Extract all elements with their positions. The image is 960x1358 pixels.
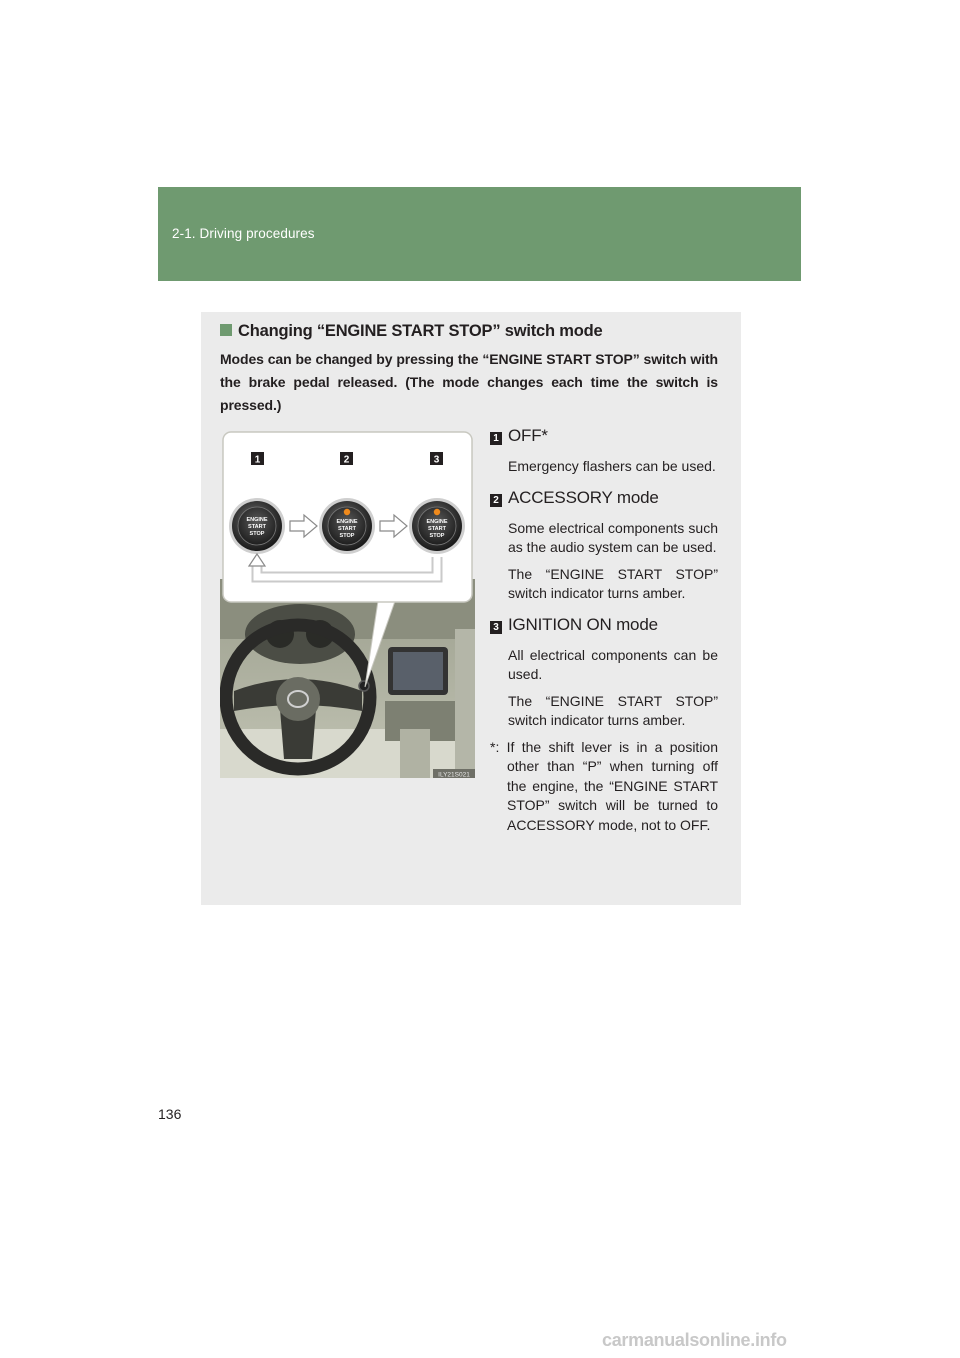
section-title bbox=[220, 322, 603, 341]
mode-description: Some electrical components such as the audio system can be used. bbox=[508, 519, 718, 555]
mode-item bbox=[490, 422, 718, 477]
svg-text:START: START bbox=[428, 526, 446, 532]
page-number: 136 bbox=[158, 1106, 182, 1122]
amber-indicator-icon bbox=[434, 509, 440, 515]
watermark: carmanualsonline.info bbox=[602, 1330, 787, 1350]
svg-text:STOP: STOP bbox=[429, 533, 445, 539]
callout-2 bbox=[340, 452, 353, 466]
start-button-location bbox=[359, 681, 369, 691]
mode-item bbox=[490, 611, 718, 731]
breadcrumb: 2-1. Driving procedures bbox=[172, 226, 315, 241]
mode-number: 2 bbox=[490, 494, 502, 507]
square-bullet-icon bbox=[220, 324, 232, 336]
mode-list bbox=[490, 422, 718, 835]
mode-number: 1 bbox=[490, 432, 502, 445]
callout-1-label: 1 bbox=[254, 454, 261, 466]
mode-description: Emergency flashers can be used. bbox=[508, 458, 716, 474]
content-panel bbox=[201, 312, 741, 905]
mode-item bbox=[490, 484, 718, 604]
svg-text:STOP: STOP bbox=[249, 531, 265, 537]
mode-title: OFF* bbox=[508, 426, 548, 445]
engine-start-button-off bbox=[229, 498, 285, 554]
amber-indicator-icon bbox=[344, 509, 350, 515]
header-band bbox=[158, 187, 801, 281]
engine-start-button-accessory bbox=[319, 498, 375, 554]
mode-description: The “ENGINE START STOP” switch indicator turns amber. bbox=[508, 565, 718, 601]
callout-2-label: 2 bbox=[343, 454, 350, 466]
svg-text:ENGINE: ENGINE bbox=[336, 519, 358, 525]
callout-1 bbox=[251, 452, 264, 466]
callout-3-label: 3 bbox=[433, 454, 440, 466]
switch-mode-illustration bbox=[220, 429, 475, 778]
mode-description: All electrical components can be used. bbox=[508, 646, 718, 682]
figure-code: ILY21S021 bbox=[438, 771, 470, 778]
engine-start-button-ignition-on bbox=[409, 498, 465, 554]
svg-text:ENGINE: ENGINE bbox=[426, 519, 448, 525]
mode-title: IGNITION ON mode bbox=[508, 614, 658, 634]
section-title-text: Changing “ENGINE START STOP” switch mode bbox=[238, 322, 603, 340]
svg-text:STOP: STOP bbox=[339, 533, 355, 539]
callout-3 bbox=[430, 452, 443, 466]
mode-title: ACCESSORY mode bbox=[508, 487, 659, 507]
svg-text:START: START bbox=[248, 524, 266, 530]
mode-description: The “ENGINE START STOP” switch indicator turns amber. bbox=[508, 692, 718, 728]
footnote: *: If the shift lever is in a position other than “P” when turning off the engine, the “ENGINE START STOP” switch will be turned to ACCESSORY mode, not to OFF. bbox=[490, 738, 718, 833]
mode-number: 3 bbox=[490, 621, 502, 634]
svg-text:START: START bbox=[338, 526, 356, 532]
intro-paragraph: Modes can be changed by pressing the “ENGINE START STOP” switch with the brake pedal released. (The mode changes each time the switch is pressed.) bbox=[220, 351, 718, 413]
svg-text:ENGINE: ENGINE bbox=[246, 517, 268, 523]
